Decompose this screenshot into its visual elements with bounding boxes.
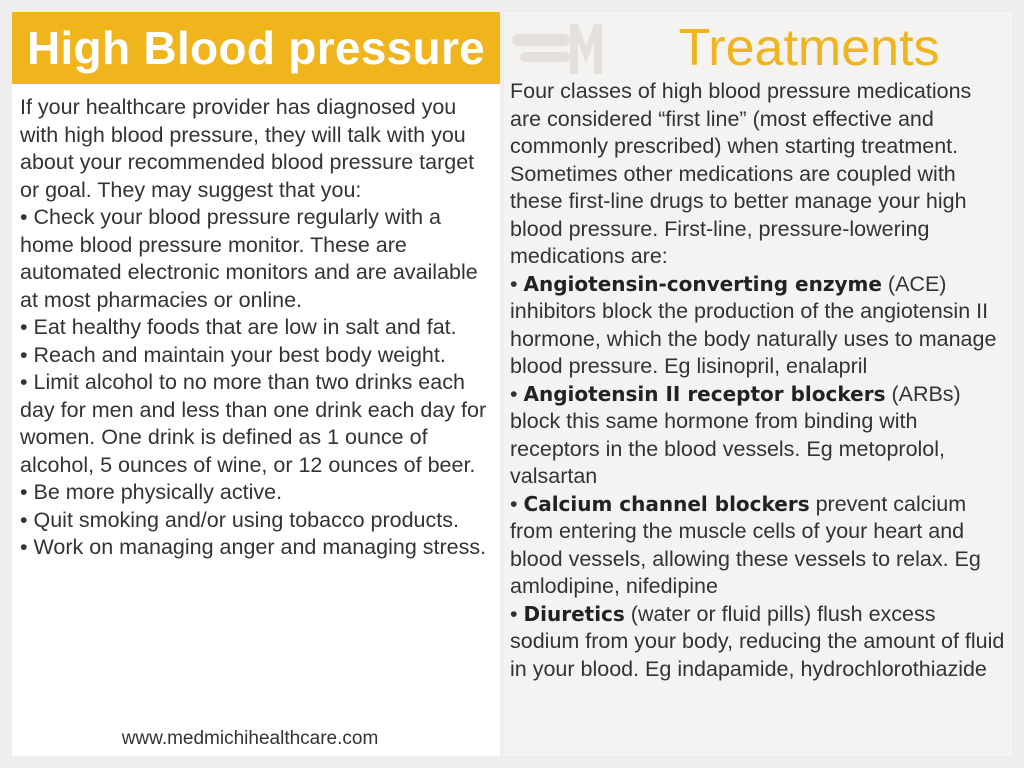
bullet-item: • Eat healthy foods that are low in salt and fat. [20,315,457,339]
left-header-banner [12,12,500,84]
medication-name: Diuretics [523,601,625,626]
logo-icon [512,16,602,76]
left-intro: If your healthcare provider has diagnosed you with high blood pressure, they will talk with you about your recommended blood pressure target or goal. They may suggest that you: [20,95,475,202]
medication-item: • Diuretics (water or fluid pills) flush excess sodium from your body, reducing the amount of fluid in your blood. Eg indapamide, hydrochlorothiazide [510,601,1005,681]
right-panel [504,12,1012,756]
bullet-item: • Reach and maintain your best body weight. [20,342,446,367]
bullet-item: • Quit smoking and/or using tobacco products. [20,507,459,532]
footer-url: www.medmichihealthcare.com [121,728,379,749]
right-body [510,78,1008,683]
medication-name: Calcium channel blockers [523,491,810,516]
medication-item: • Angiotensin-converting enzyme (ACE) inhibitors block the production of the angiotensin II hormone, which the body naturally uses to manage blood pressure. Eg lisinopril, enalapril [510,271,997,378]
bullet-item: • Check your blood pressure regularly with a home blood pressure monitor. These are automated electronic monitors and are available at most pharmacies or online. [20,205,478,312]
bullet-item: • Limit alcohol to no more than two drinks each day for men and less than one drink each day for women. One drink is defined as 1 ounce of alcohol, 5 ounces of wine, or 12 ounces of beer. [20,370,487,477]
medication-item: • Calcium channel blockers prevent calcium from entering the muscle cells of your heart and blood vessels, allowing these vessels to relax. Eg amlodipine, nifedipine [510,491,981,598]
bullet-item: • Be more physically active. [20,480,283,504]
medication-name: Angiotensin-converting enzyme [523,271,882,296]
right-intro: Four classes of high blood pressure medications are considered “first line” (most effective and commonly prescribed) when starting treatment. Sometimes other medications are coupled with these first-line drugs to better manage your high blood pressure. First-line, pressure-lowering medications are: [510,79,972,268]
bullet-item: • Work on managing anger and managing stress. [20,535,487,559]
left-title: High Blood pressure [26,22,486,74]
right-title: Treatments [678,19,940,77]
medication-name: Angiotensin II receptor blockers [523,381,886,406]
left-body [20,94,496,562]
medication-item: • Angiotensin II receptor blockers (ARBs) block this same hormone from binding with receptors in the blood vessels. Eg metoprolol, valsartan [510,381,961,488]
left-panel [12,12,500,756]
